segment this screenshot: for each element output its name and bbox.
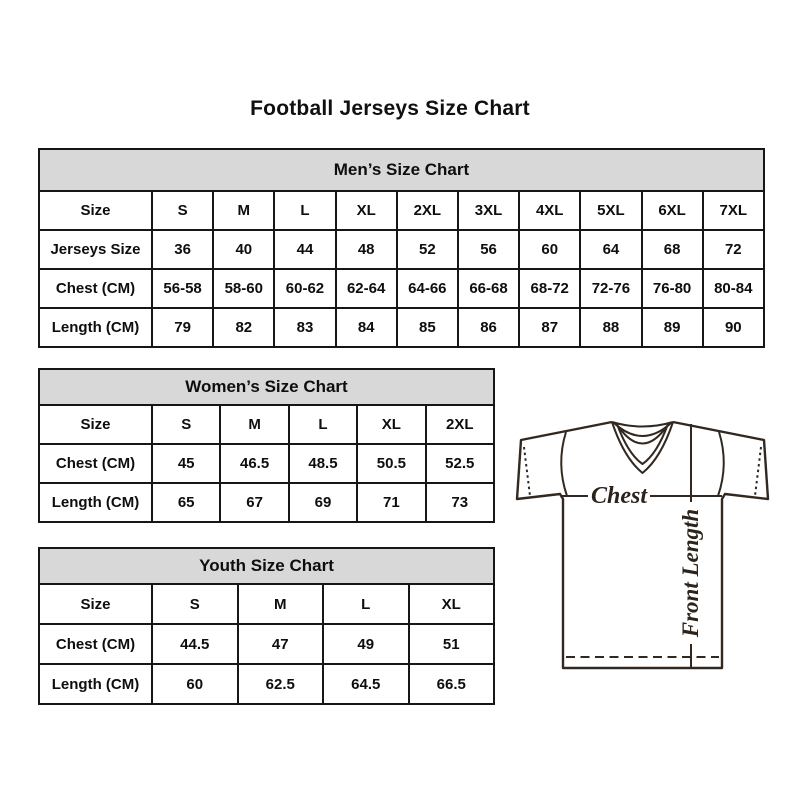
right-cuff-stitch xyxy=(755,447,761,496)
value-cell: 62.5 xyxy=(238,664,324,704)
jersey-outline xyxy=(517,422,768,668)
size-cell: 5XL xyxy=(580,191,641,230)
value-cell: 46.5 xyxy=(220,444,288,483)
value-cell: 89 xyxy=(642,308,703,347)
size-cell: M xyxy=(220,405,288,444)
row-label: Size xyxy=(39,191,152,230)
size-cell: XL xyxy=(336,191,397,230)
value-cell: 45 xyxy=(152,444,220,483)
value-cell: 56-58 xyxy=(152,269,213,308)
value-cell: 69 xyxy=(289,483,357,522)
row-label: Chest (CM) xyxy=(39,444,152,483)
value-cell: 47 xyxy=(238,624,324,664)
value-cell: 52 xyxy=(397,230,458,269)
table-row xyxy=(39,308,764,347)
youth-size-table xyxy=(38,547,495,705)
row-label: Size xyxy=(39,584,152,624)
value-cell: 83 xyxy=(274,308,335,347)
value-cell: 49 xyxy=(323,624,409,664)
value-cell: 60-62 xyxy=(274,269,335,308)
size-cell: S xyxy=(152,405,220,444)
value-cell: 79 xyxy=(152,308,213,347)
row-label: Size xyxy=(39,405,152,444)
value-cell: 85 xyxy=(397,308,458,347)
jersey-measurement-diagram xyxy=(500,398,780,683)
value-cell: 36 xyxy=(152,230,213,269)
table-row xyxy=(39,664,494,704)
size-cell: S xyxy=(152,584,238,624)
value-cell: 64-66 xyxy=(397,269,458,308)
value-cell: 51 xyxy=(409,624,495,664)
value-cell: 67 xyxy=(220,483,288,522)
row-label: Jerseys Size xyxy=(39,230,152,269)
value-cell: 72-76 xyxy=(580,269,641,308)
left-armhole-seam xyxy=(561,432,567,496)
size-cell: L xyxy=(289,405,357,444)
value-cell: 66-68 xyxy=(458,269,519,308)
size-cell: 4XL xyxy=(519,191,580,230)
chest-label: Chest xyxy=(590,483,648,509)
table-row xyxy=(39,483,494,522)
mens-size-table xyxy=(38,148,765,348)
value-cell: 66.5 xyxy=(409,664,495,704)
table-row xyxy=(39,444,494,483)
size-cell: 2XL xyxy=(426,405,494,444)
value-cell: 88 xyxy=(580,308,641,347)
value-cell: 72 xyxy=(703,230,764,269)
value-cell: 71 xyxy=(357,483,425,522)
page-title: Football Jerseys Size Chart xyxy=(250,97,530,120)
value-cell: 50.5 xyxy=(357,444,425,483)
value-cell: 44 xyxy=(274,230,335,269)
value-cell: 60 xyxy=(519,230,580,269)
size-cell: 6XL xyxy=(642,191,703,230)
value-cell: 56 xyxy=(458,230,519,269)
womens-table-caption: Women’s Size Chart xyxy=(39,369,494,405)
value-cell: 65 xyxy=(152,483,220,522)
value-cell: 76-80 xyxy=(642,269,703,308)
table-row xyxy=(39,584,494,624)
value-cell: 84 xyxy=(336,308,397,347)
value-cell: 82 xyxy=(213,308,274,347)
value-cell: 73 xyxy=(426,483,494,522)
size-cell: S xyxy=(152,191,213,230)
table-row xyxy=(39,230,764,269)
youth-table-caption: Youth Size Chart xyxy=(39,548,494,584)
row-label: Chest (CM) xyxy=(39,624,152,664)
value-cell: 62-64 xyxy=(336,269,397,308)
table-row xyxy=(39,269,764,308)
row-label: Chest (CM) xyxy=(39,269,152,308)
size-cell: 7XL xyxy=(703,191,764,230)
value-cell: 68-72 xyxy=(519,269,580,308)
right-armhole-seam xyxy=(718,432,724,496)
size-cell: L xyxy=(323,584,409,624)
table-row xyxy=(39,191,764,230)
table-row xyxy=(39,405,494,444)
value-cell: 86 xyxy=(458,308,519,347)
value-cell: 58-60 xyxy=(213,269,274,308)
value-cell: 44.5 xyxy=(152,624,238,664)
size-cell: M xyxy=(213,191,274,230)
row-label: Length (CM) xyxy=(39,483,152,522)
left-cuff-stitch xyxy=(524,447,530,496)
table-row xyxy=(39,624,494,664)
value-cell: 48 xyxy=(336,230,397,269)
collar-top-edge xyxy=(612,422,673,427)
value-cell: 68 xyxy=(642,230,703,269)
value-cell: 52.5 xyxy=(426,444,494,483)
value-cell: 90 xyxy=(703,308,764,347)
value-cell: 80-84 xyxy=(703,269,764,308)
value-cell: 60 xyxy=(152,664,238,704)
size-cell: XL xyxy=(409,584,495,624)
front-length-label: Front Length xyxy=(678,508,703,638)
value-cell: 40 xyxy=(213,230,274,269)
value-cell: 64.5 xyxy=(323,664,409,704)
row-label: Length (CM) xyxy=(39,664,152,704)
row-label: Length (CM) xyxy=(39,308,152,347)
size-cell: 2XL xyxy=(397,191,458,230)
size-cell: 3XL xyxy=(458,191,519,230)
size-cell: L xyxy=(274,191,335,230)
size-cell: XL xyxy=(357,405,425,444)
size-cell: M xyxy=(238,584,324,624)
value-cell: 48.5 xyxy=(289,444,357,483)
womens-size-table xyxy=(38,368,495,523)
mens-table-caption: Men’s Size Chart xyxy=(39,149,764,191)
value-cell: 64 xyxy=(580,230,641,269)
value-cell: 87 xyxy=(519,308,580,347)
